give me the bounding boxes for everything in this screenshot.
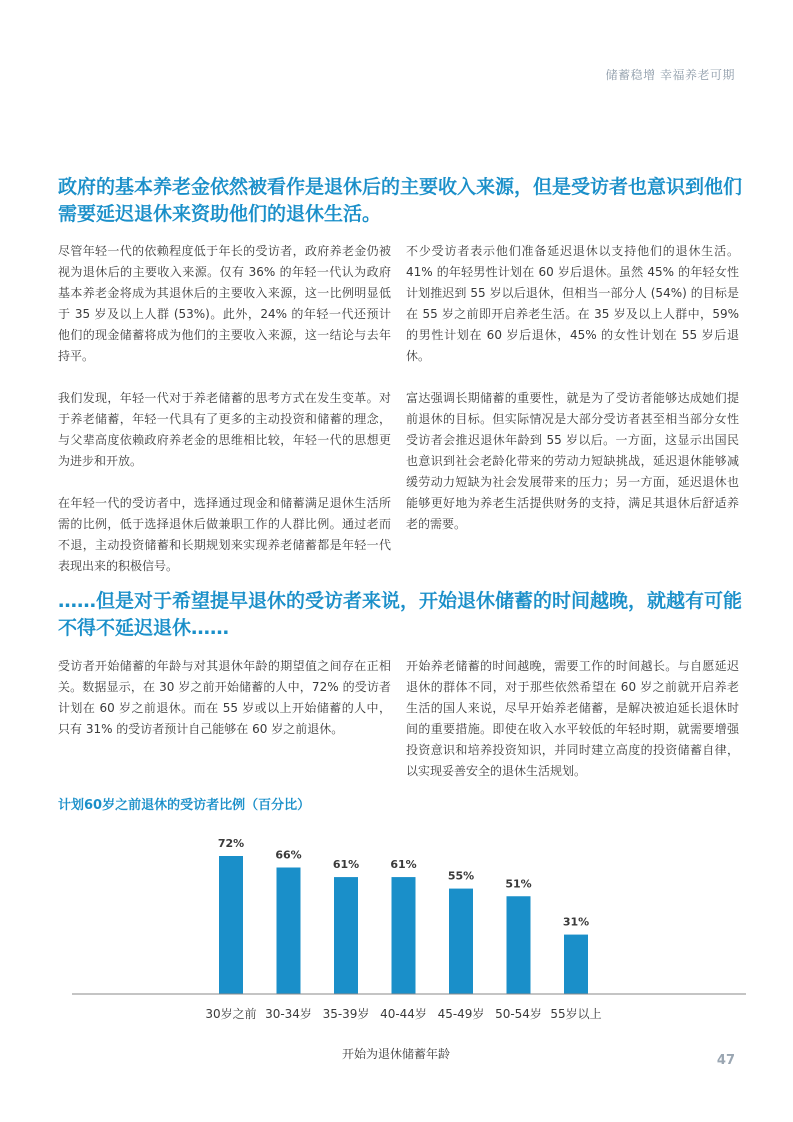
bar-0 [219, 856, 243, 994]
section1-right-column [406, 241, 739, 556]
data-label-6: 31% [562, 915, 590, 929]
paragraph: 在年轻一代的受访者中，选择通过现金和储蓄满足退休生活所需的比例，低于选择退休后做兼职工作的人群比例。通过老而不退，主动投资储蓄和长期规划来实现养老储蓄都是年轻一代表现出来的积极信号。 [58, 496, 391, 573]
data-label-2: 61% [332, 858, 360, 872]
chart-title: 计划60岁之前退休的受访者比例（百分比） [58, 798, 311, 813]
data-label-5: 51% [505, 877, 532, 891]
section2-right-column [406, 656, 739, 803]
paragraph: 我们发现，年轻一代对于养老储蓄的思考方式在发生变革。对于养老储蓄，年轻一代具有了更多的主动投资和储蓄的理念，与父辈高度依赖政府养老金的思维相比较，年轻一代的思想更为进步和开放。 [58, 391, 391, 468]
running-header: 储蓄稳增 幸福养老可期 [605, 68, 735, 82]
bar-4 [449, 889, 473, 994]
data-label-4: 55% [447, 869, 475, 883]
tick-label-2: 35-39岁 [322, 1007, 370, 1021]
paragraph: 尽管年轻一代的依赖程度低于年长的受访者，政府养老金仍被视为退休后的主要收入来源。仅有 36% 的年轻一代认为政府基本养老金将成为其退休后的主要收入来源，这一比例明显低于 35 岁及以上人群 (53%)。此外，24% 的年轻一代还预计他们的现金储蓄将成为他们的主要收入来源，这一结论与去年持平。 [58, 244, 391, 363]
bar-5 [507, 896, 531, 994]
tick-label-6: 55岁以上 [550, 1007, 602, 1021]
section1-left-column [58, 241, 391, 598]
paragraph: 富达强调长期储蓄的重要性，就是为了受访者能够达成她们提前退休的目标。但实际情况是大部分受访者甚至相当部分女性受访者会推迟退休年龄到 55 岁以后。一方面，这显示出国民也意识到社会老龄化带来的劳动力短缺挑战，延迟退休能够减缓劳动力短缺为社会发展带来的压力；另一方面，延迟退休也能够更好地为养老生活提供财务的支持，满足其退休后舒适养老的需要。 [406, 391, 739, 531]
tick-label-0: 30岁之前 [205, 1007, 257, 1021]
paragraph: 受访者开始储蓄的年龄与对其退休年龄的期望值之间存在正相关。数据显示，在 30 岁之前开始储蓄的人中，72% 的受访者计划在 60 岁之前退休。而在 55 岁或以上开始储蓄的人中，只有 31% 的受访者预计自己能够在 60 岁之前退休。 [58, 659, 391, 736]
tick-label-1: 30-34岁 [265, 1007, 312, 1021]
x-axis-label: 开始为退休储蓄年龄 [341, 1047, 451, 1061]
tick-label-4: 45-49岁 [437, 1007, 485, 1021]
bar-chart [0, 820, 793, 1070]
data-label-3: 61% [390, 858, 417, 872]
bar-1 [277, 868, 301, 995]
section1-heading: 政府的基本养老金依然被看作是退休后的主要收入来源，但是受访者也意识到他们需要延迟退休来资助他们的退休生活。 [58, 176, 743, 225]
data-label-1: 66% [275, 848, 302, 862]
bar-2 [334, 877, 358, 994]
section2-heading: ……但是对于希望提早退休的受访者来说，开始退休储蓄的时间越晚，就越有可能不得不延迟退休…… [58, 590, 743, 639]
bar-3 [392, 877, 416, 994]
tick-label-3: 40-44岁 [380, 1007, 427, 1021]
section2-left-column [58, 656, 391, 761]
data-label-0: 72% [217, 837, 245, 850]
tick-label-5: 50-54岁 [495, 1007, 542, 1021]
page-number: 47 [716, 1053, 735, 1068]
paragraph: 开始养老储蓄的时间越晚，需要工作的时间越长。与自愿延迟退休的群体不同，对于那些依然希望在 60 岁之前就开启养老生活的国人来说，尽早开始养老储蓄，是解决被迫延长退休时间的重要措施。即使在收入水平较低的年轻时期，就需要增强投资意识和培养投资知识，并同时建立高度的投资储蓄自律，以实现妥善安全的退休生活规划。 [406, 659, 739, 778]
paragraph: 不少受访者表示他们准备延迟退休以支持他们的退休生活。41% 的年轻男性计划在 60 岁后退休。虽然 45% 的年轻女性计划推迟到 55 岁以后退休，但相当一部分人 (54%) 的目标是在 55 岁之前即开启养老生活。在 35 岁及以上人群中，59% 的男性计划在 60 岁后退休，45% 的女性计划在 55 岁后退休。 [406, 244, 739, 363]
bar-6 [564, 935, 588, 994]
